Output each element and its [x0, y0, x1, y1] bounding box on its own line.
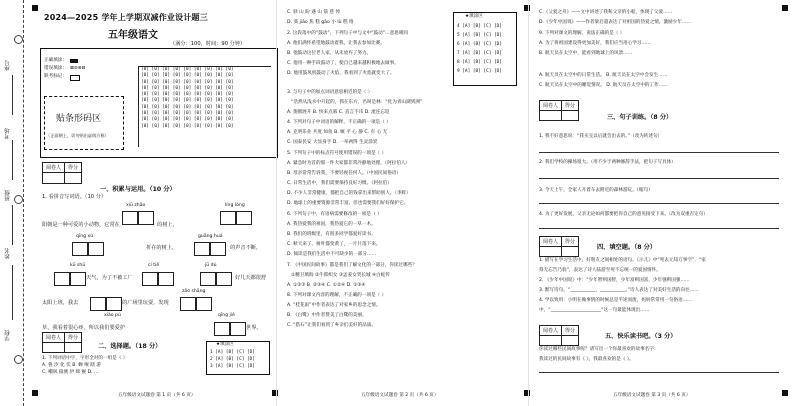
binding-circle — [14, 195, 23, 204]
grader-label: 阅卷人 — [540, 237, 562, 247]
text-line: 3. 与句子中的加点词语意思相近的是（ ） — [287, 90, 373, 95]
text-line: B. 他鼓动这位老人家，从未放弃了努力。 — [287, 51, 372, 56]
text-line: C. 日常生活中，我们需要保持良好习惯。（阿拉伯） — [287, 181, 392, 186]
text-line: A. 航天员在太空中的日常生活。 B. 航天员在太空中会发生…… — [539, 73, 668, 78]
grader-label: 阅卷人 — [540, 326, 562, 336]
page-footer: 五年级语文试题卷 第 3 页（共 6 页） — [613, 393, 691, 398]
fill-line: 1. 描写在学习生活中，好朋友之间相处的语句。《示儿》中“死去元知万事空”，“家 — [539, 258, 706, 263]
section-4-title: 四、填空题。（8 分） — [597, 244, 657, 251]
answer-row[interactable]: 1 [A] [B] [C] [D] — [210, 350, 255, 355]
sentence-question: 4. 为了更好发展，父亲无论如何都要把你自己的意见接受下来。（改为双重否定句） — [539, 212, 708, 217]
char-boxes-2[interactable] — [220, 210, 252, 229]
exam-info: （满分：100，时间：90 分钟） — [170, 41, 246, 47]
text-line: 7. 《中国民间故事》都是我们了解文化的一部分，你读过哪些？ — [287, 263, 417, 268]
section-2-title: 二、选择题。（18 分） — [98, 343, 162, 350]
sentence-line-6: 太阳上班，我去 — [42, 300, 79, 306]
binding-fill-line — [12, 140, 13, 180]
text-line: “浩然从浅水中升起的，抓在东方，名叫是林：“化为青山湖到洲” — [291, 100, 423, 105]
grader-label: 阅卷人 — [43, 163, 65, 173]
answer-row[interactable]: 5 [A] [B] [C] [D] — [457, 33, 502, 38]
grader-cell[interactable] — [43, 173, 65, 184]
binding-circle — [14, 35, 23, 44]
answer-row[interactable]: 4 [A] [B] [C] [D] — [457, 24, 502, 29]
fill-line: 3. 默写诗句。“___________，___________。”诗人表达了对美好生活的向往…… — [539, 288, 699, 293]
id-grid-row: [0] [0] [0] [0] [0] [0] [0] [0] [0] — [141, 123, 234, 129]
text-line: C. 驿 山 盼 遇 山 箭 慈 悼 — [287, 10, 341, 15]
pinyin-10: qīng jié — [218, 313, 235, 318]
binding-fill-line — [12, 265, 13, 320]
text-line: 8. 下列对课文内容的理解，不正确的一项是（ ） — [287, 293, 387, 298]
text-line: A. “桂花雨”中作者表达了对家乡的思念之情。 — [287, 303, 381, 308]
score-label: 得分 — [65, 333, 82, 343]
answer-line[interactable] — [539, 152, 779, 153]
char-boxes-4[interactable] — [194, 241, 226, 260]
exam-subject: 五年级语文 — [108, 30, 158, 41]
score-table — [42, 162, 82, 184]
absent-checkbox[interactable] — [70, 75, 80, 81]
sentence-line-1: 阳朝是一种可爱的小动物，它常在 — [42, 222, 120, 228]
text-line: 4. 下列对句子中词语的解释，不正确的一项是（ ） — [287, 120, 391, 125]
score-cell[interactable] — [562, 336, 579, 346]
answer-row[interactable]: 9 [A] [B] [C] [D] — [457, 69, 502, 74]
text-line: B. 我们的班级里，有很多同学都爱好读书。 — [287, 232, 376, 237]
section-1-title: 一、积累与运用。（10 分） — [100, 186, 176, 193]
fill-correct-label: 正确填涂： — [44, 58, 67, 63]
fill-line: 2. 《少年中国说》中：“少年智则国智，少年富则国富，少年强则国强…… — [539, 278, 690, 283]
pinyin-5: kū shū — [70, 263, 86, 268]
q1-text: 1. 看拼音写词语。（10 分） — [42, 194, 107, 200]
fill-line: 中，“______________________”这一句最能体现出…… — [539, 308, 650, 313]
score-label: 得分 — [562, 237, 579, 247]
sentence-line-7: 的广场里玩耍，发现 — [122, 300, 169, 306]
text-line: D. 葵 jiāo 焦 糕 gāo 小 lù 糕 络 — [287, 20, 354, 25]
text-line: C. 航天员在太空中的睡觉情况。 D. 航天员在太空中的工作…… — [539, 83, 668, 88]
pinyin-3: qīng xù — [76, 234, 94, 239]
binding-fill-line — [12, 75, 13, 115]
binding-label-seat: 座号 — [5, 60, 11, 71]
text-line: D. 不少人非常健康，都把自己的钱拿出来帮助别人。（李辉） — [287, 191, 411, 196]
binding-label-class: 班级 — [5, 190, 11, 201]
binding-label-room: 考场 — [5, 128, 11, 139]
sentence-question: 1. 我不好意思说：“我买完以后就会出去的。”（改为转述句） — [539, 134, 663, 139]
sentence-line-9: 世界。 — [246, 325, 262, 331]
sentence-line-1b: 的树上， — [157, 222, 178, 228]
id-grid-row: [0] [0] [0] [0] [0] [0] [0] [0] [0] — [141, 92, 234, 98]
text-line: B. 母亲常常告诉我，不要轻视任何人。（中国民间俗语） — [287, 171, 402, 176]
id-grid-row: [0] [0] [0] [0] [0] [0] [0] [0] [0] — [141, 85, 234, 91]
text-line: 9. 下列对课文的理解，说法正确的是（ ） — [539, 31, 625, 36]
char-boxes-1[interactable] — [122, 210, 154, 229]
score-cell[interactable] — [562, 247, 579, 257]
score-cell[interactable] — [65, 173, 82, 184]
score-table — [539, 325, 579, 346]
text-line: A. 我热爱我的祖国，我热爱它的一草一木。 — [287, 222, 376, 227]
text-line: A. 克明乐业 共度 如鱼 B. 嫉 平 心 静 C. 有 心 无 — [287, 130, 388, 135]
text-line: D. 阅读是我们生活中不可缺少的一部分…… — [287, 252, 377, 257]
grader-cell[interactable] — [540, 336, 562, 346]
text-line: C. 国泰民安 大显身手 D. 一举两得 生灵涂炭 — [287, 140, 378, 145]
pinyin-4: guāng huá — [198, 234, 223, 239]
text-line: C. 他用一种手段鼓动了，使自己越来越积极地去做事。 — [287, 61, 399, 66]
answer-row[interactable]: 3 [A] [B] [C] [D] — [210, 364, 255, 369]
page-1 — [30, 0, 274, 406]
star-icon: ★填涂区 — [216, 342, 234, 347]
sentence-line-4: 天气，为了不被工厂 — [86, 275, 133, 281]
grader-cell[interactable] — [540, 111, 562, 121]
binding-strip — [0, 0, 28, 406]
score-table — [42, 332, 82, 353]
text-line: A. 紧急时为首的那一件大家都非常冷静地处理，（阿拉伯人） — [287, 161, 411, 166]
id-grid-row: [0] [0] [0] [0] [0] [0] [0] [0] [0] — [141, 104, 234, 110]
binding-circle — [14, 355, 23, 364]
char-boxes-10[interactable] — [214, 321, 246, 340]
text-line: 2. 这段落中的“鼓动”，下列句子中与文中“鼓动”…意思相同 — [287, 31, 409, 36]
score-label: 得分 — [65, 163, 82, 173]
binding-fill-line — [12, 205, 13, 245]
page-divider — [528, 0, 529, 406]
pinyin-8: zāo shāng — [182, 289, 206, 294]
text-line: C. “搭石”让我们看到了乡亲们美好的品质。 — [287, 323, 376, 328]
absent-label: 缺考标记： — [44, 74, 67, 79]
text-line: B. 《白鹭》中作者赞美了白鹭的美丽。 — [287, 313, 367, 318]
id-grid-row: [0] [0] [0] [0] [0] [0] [0] [0] [0] — [141, 111, 234, 117]
page-2 — [281, 0, 525, 406]
text-line: 6. 下列句子中，有语病需要修改的一项是（ ） — [287, 212, 382, 217]
text-line: ①精卫填海 ②牛郎织女 ③孟姜女哭长城 ④白蛇传 — [291, 273, 390, 278]
pinyin-9: xiǎo pú — [104, 313, 121, 318]
q2-text: 1. 下列词语中字，字形全对的一组是（ ） — [42, 356, 128, 361]
q2-option-a: A. 鲁 汐 化 伏 B. 蝉 喉 瞎 游 — [42, 363, 102, 368]
section-3-title: 三、句子训练。（8 分） — [607, 114, 673, 121]
fill-line: 4. 学以致用：小明在做事情的时候总是半途而废，妈妈常常用一句俗语…… — [539, 298, 692, 303]
text-line: 5. 下列句子中的标点符号使用错误的一项是（ ） — [287, 151, 387, 156]
char-boxes-7[interactable] — [200, 271, 232, 290]
text-line: D. 地球上的重要资源非常丰富，但也需要我们好好保护它。 — [287, 201, 409, 206]
id-grid-row: [0] [0] [0] [0] [0] [0] [0] [0] [0] — [141, 67, 234, 72]
fill-wrong-label: 错误填涂： — [44, 66, 67, 71]
id-grid-row: [0] [0] [0] [0] [0] [0] [0] [0] [0] — [141, 117, 234, 123]
text-line: A. 他们满怀希望地鼓动着我，让我去参加比赛。 — [287, 41, 385, 46]
star-icon: ★填涂区 — [465, 14, 483, 19]
filled-sample — [70, 59, 78, 63]
text-line: A. 翅膀展开 B. 快来点慕 C. 直言不讳 D. 流连忘返 — [287, 110, 390, 115]
q2-option-b: C. 嘲讽 揣测 伊 缔 猴 D. … — [42, 370, 99, 375]
wrong-samples: ⊠⊘⊗⊟ — [70, 66, 86, 71]
sentence-line-8: 草，我看着很心疼，所以我们要爱护 — [42, 325, 126, 331]
id-number-grid[interactable] — [138, 66, 271, 147]
page-footer: 五年级语文试题卷 第 1 页（共 6 页） — [118, 393, 196, 398]
text-line: D.《少年中国说》——作者梁启超表达了对祖国的热爱之情，激励少年…… — [539, 20, 692, 25]
pinyin-1: xiū zhāo — [126, 203, 146, 208]
answer-row[interactable]: 2 [A] [B] [C] [D] — [210, 357, 255, 362]
score-cell[interactable] — [65, 343, 82, 353]
pinyin-6: cí tiě — [148, 263, 160, 268]
barcode-note: （正面朝上，切勿贴出虚线方框） — [46, 133, 109, 138]
text-line: A. ①②③ B. ②③④ C. ①②④ D. ①③④ — [287, 283, 366, 288]
answer-line[interactable] — [539, 228, 779, 229]
pinyin-7: jū dú — [205, 263, 217, 268]
barcode-label: 贴条形码区 — [56, 114, 102, 124]
exam-title: 2024—2025 学年上学期双减作业设计题三 — [44, 13, 208, 22]
answer-row[interactable]: 7 [A] [B] [C] [D] — [457, 51, 502, 56]
score-label: 得分 — [562, 101, 579, 111]
answer-row[interactable]: 8 [A] [B] [C] [D] — [457, 60, 502, 65]
pinyin-2: líng lóng — [225, 203, 245, 208]
reading-line: 你读过哪些民间故事呢？请写出一个你最喜欢的故事名字： — [539, 347, 659, 352]
sentence-question: 2. 我们学校的操场很大。（用不少于两种修辞手法，把句子写具体） — [539, 160, 676, 165]
answer-line[interactable] — [539, 178, 779, 179]
binding-label-school: 学校 — [5, 330, 11, 341]
binding-label-name: 姓名 — [5, 248, 11, 259]
page-footer: 五年级语文试题卷 第 2 页（共 6 页） — [361, 393, 439, 398]
sentence-line-5: 好几天都很舒 — [235, 275, 267, 281]
page-3 — [533, 0, 787, 406]
char-boxes-3[interactable] — [72, 241, 104, 260]
text-line: C.《父爱之舟》——文中讲述了我和父亲的小船，体现了父爱…… — [539, 10, 673, 15]
text-line: B. 航天员在太空中，能看到地球上的风景…… — [539, 51, 633, 56]
binding-seam-line — [23, 0, 24, 406]
grader-cell[interactable] — [540, 247, 562, 257]
grader-cell[interactable] — [43, 343, 65, 353]
text-line: A. 为了将祖国建设得更加美好，我们应当用心学习…… — [539, 41, 651, 46]
score-table — [539, 236, 579, 257]
page-divider — [276, 0, 277, 406]
grader-label: 阅卷人 — [43, 333, 65, 343]
score-label: 得分 — [562, 326, 579, 336]
answer-row[interactable]: 6 [A] [B] [C] [D] — [457, 42, 502, 47]
id-grid-row: [0] [0] [0] [0] [0] [0] [0] [0] [0] — [141, 73, 234, 79]
id-grid-row: [0] [0] [0] [0] [0] [0] [0] [0] [0] — [141, 98, 234, 104]
text-line: D. 他用鼓风机鼓动了火焰，我看到了火焰就变大了。 — [287, 71, 395, 76]
answer-line[interactable] — [539, 203, 779, 204]
grader-label: 阅卷人 — [540, 101, 562, 111]
id-grid-row: [0] [0] [0] [0] [0] [0] [0] [0] [0] — [141, 79, 234, 85]
score-table — [539, 100, 579, 121]
reading-line: 我读过的民间故事有《 》，我最喜欢的是《 》。 — [539, 357, 634, 362]
answer-line[interactable] — [539, 372, 779, 373]
sentence-line-2: 折在的树上， — [146, 245, 178, 251]
score-cell[interactable] — [562, 111, 579, 121]
char-boxes-5[interactable] — [54, 271, 86, 290]
section-5-title: 五、快乐读书吧。（3 分） — [605, 333, 677, 340]
char-boxes-6[interactable] — [142, 271, 174, 290]
sentence-line-3: 的声音不断， — [230, 245, 262, 251]
text-line: C. 秋天来了，树叶都变黄了，一片片落下来。 — [287, 242, 381, 247]
fill-line: 祭无忘告乃翁”，表达了诗人陆游至死不忘统一的爱国情怀。 — [539, 268, 661, 273]
char-boxes-9[interactable] — [180, 296, 212, 315]
sentence-question: 3. 今天上午，全家人开着车去附近的森林游玩。（缩句） — [539, 188, 653, 193]
